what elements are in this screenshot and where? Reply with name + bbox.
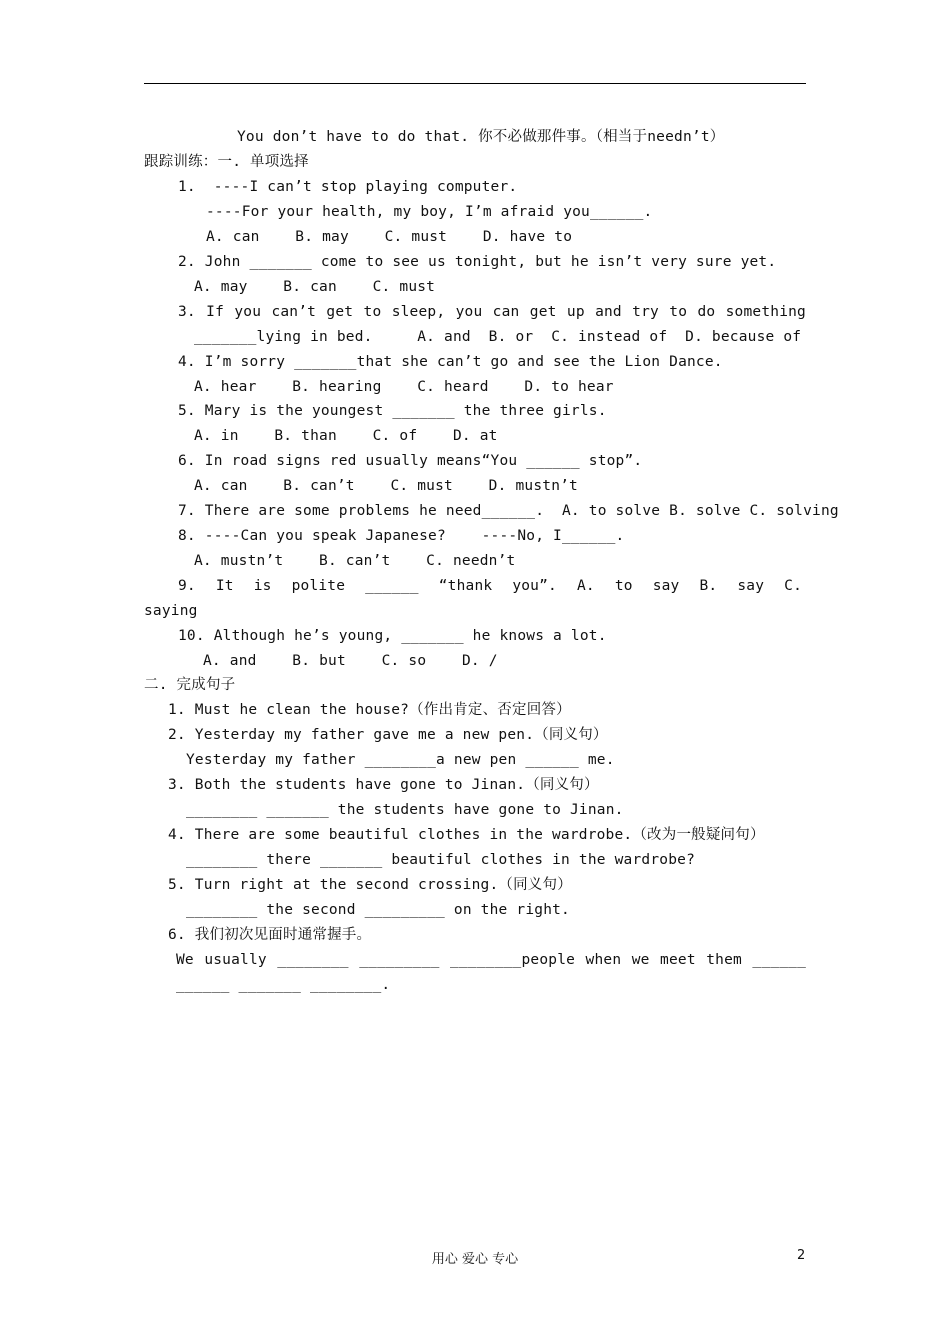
question-1-line-2: ----For your health, my boy, I’m afraid you______.	[206, 204, 653, 220]
question-5: 5. Mary is the youngest _______ the three girls.	[178, 403, 607, 419]
question-9: 9. It is polite ______ “thank you”. A. to say B. say C.	[178, 578, 802, 594]
question-3: 3. If you can’t get to sleep, you can get up and try to do something	[178, 304, 806, 320]
question-1-options: A. can B. may C. must D. have to	[206, 229, 573, 245]
sentence-2-answer: Yesterday my father ________a new pen ______ me.	[186, 752, 615, 768]
question-6: 6. In road signs red usually means“You ______ stop”.	[178, 453, 643, 469]
section-heading: 跟踪训练：一. 单项选择	[144, 154, 309, 170]
sentence-2: 2. Yesterday my father gave me a new pen.（同义句）	[168, 727, 608, 743]
question-6-options: A. can B. can’t C. must D. mustn’t	[194, 478, 578, 494]
sentence-6-answer-line-2: ______ _______ ________.	[176, 977, 391, 993]
question-10-options: A. and B. but C. so D. /	[203, 653, 498, 669]
question-10: 10. Although he’s young, _______ he knows a lot.	[178, 628, 607, 644]
question-8: 8. ----Can you speak Japanese? ----No, I______.	[178, 528, 625, 544]
sentence-5: 5. Turn right at the second crossing.（同义句）	[168, 877, 572, 893]
question-1: 1. ----I can’t stop playing computer.	[178, 179, 518, 195]
question-2: 2. John _______ come to see us tonight, but he isn’t very sure yet.	[178, 254, 777, 270]
sentence-3-answer: ________ _______ the students have gone to Jinan.	[186, 802, 624, 818]
page-number: 2	[797, 1248, 806, 1263]
sentence-1: 1. Must he clean the house?（作出肯定、否定回答）	[168, 702, 571, 718]
question-3-line-2: _______lying in bed. A. and B. or C. instead of D. because of	[194, 329, 802, 345]
section-heading-2: 二. 完成句子	[144, 677, 236, 693]
header-rule	[144, 83, 806, 84]
sentence-4: 4. There are some beautiful clothes in the wardrobe.（改为一般疑问句）	[168, 827, 765, 843]
sentence-6: 6. 我们初次见面时通常握手。	[168, 927, 372, 943]
sentence-5-answer: ________ the second _________ on the right.	[186, 902, 570, 918]
question-4: 4. I’m sorry _______that she can’t go and see the Lion Dance.	[178, 354, 723, 370]
question-9-line-2: saying	[144, 603, 198, 619]
text-line: You don’t have to do that. 你不必做那件事。（相当于needn’t）	[237, 129, 725, 145]
footer-slogan: 用心 爱心 专心	[431, 1252, 519, 1267]
question-2-options: A. may B. can C. must	[194, 279, 436, 295]
sentence-3: 3. Both the students have gone to Jinan.（同义句）	[168, 777, 599, 793]
question-5-options: A. in B. than C. of D. at	[194, 428, 498, 444]
sentence-4-answer: ________ there _______ beautiful clothes in the wardrobe?	[186, 852, 695, 868]
question-8-options: A. mustn’t B. can’t C. needn’t	[194, 553, 516, 569]
question-7: 7. There are some problems he need______. A. to solve B. solve C. solving	[178, 503, 839, 519]
question-4-options: A. hear B. hearing C. heard D. to hear	[194, 379, 614, 395]
sentence-6-answer: We usually ________ _________ ________people when we meet them ______	[176, 952, 806, 968]
